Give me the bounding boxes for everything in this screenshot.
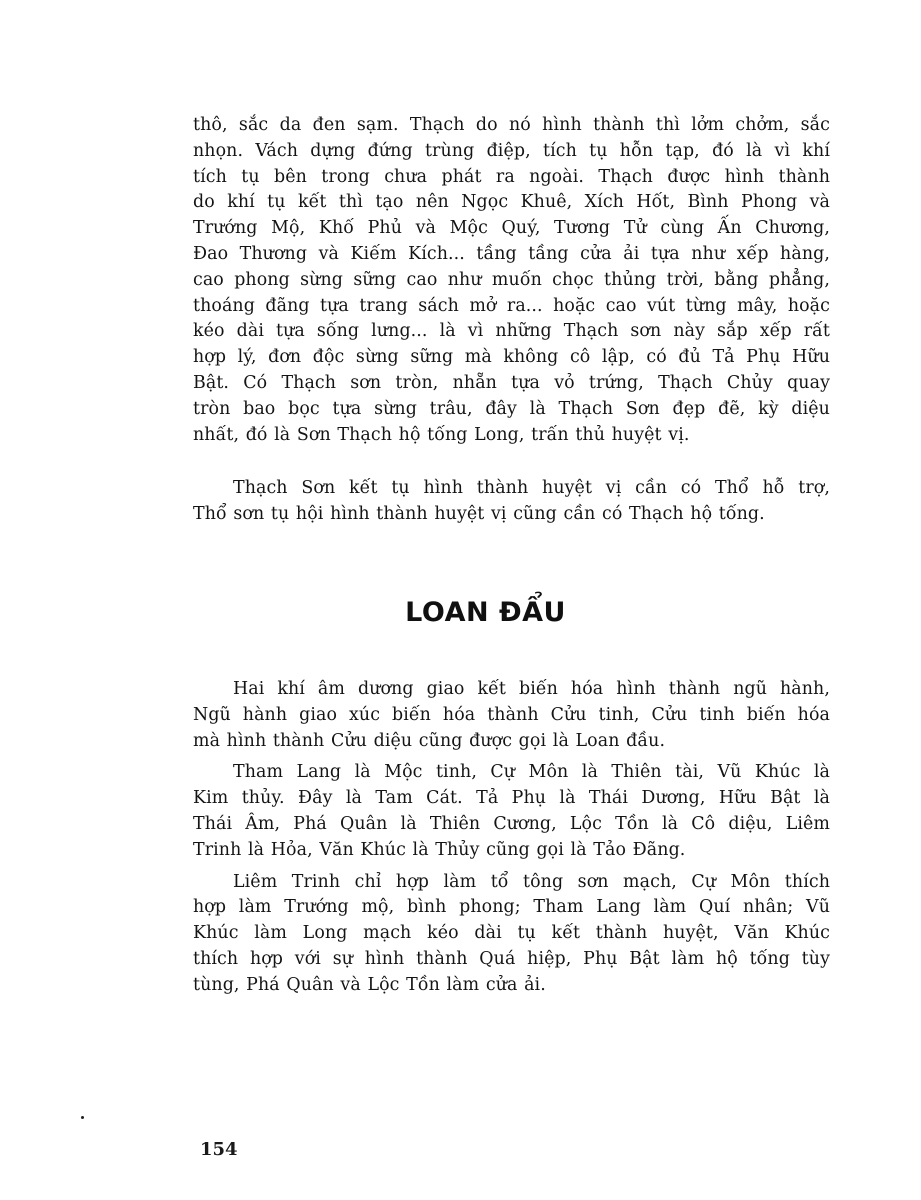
- text-line: nhọn. Vách dựng đứng trùng điệp, tích tụ hỗn tạp, đó là vì khí: [193, 140, 830, 161]
- text-line: thích hợp với sự hình thành Quá hiệp, Phụ Bật làm hộ tống tùy: [193, 948, 830, 969]
- text-line: Đao Thương và Kiếm Kích... tầng tầng cửa ải tựa như xếp hàng,: [193, 243, 830, 264]
- thach-son-paragraph: [193, 476, 830, 528]
- text-line: Hai khí âm dương giao kết biến hóa hình thành ngũ hành,: [233, 679, 830, 699]
- text-line: thoáng đãng tựa trang sách mở ra... hoặc cao vút từng mây, hoặc: [193, 295, 830, 316]
- text-line: Tham Lang là Mộc tinh, Cự Môn là Thiên tài, Vũ Khúc là: [233, 762, 830, 783]
- text-line: Khúc làm Long mạch kéo dài tụ kết thành huyệt, Văn Khúc: [193, 923, 830, 944]
- text-line: Liêm Trinh chỉ hợp làm tổ tông sơn mạch, Cự Môn thích: [233, 871, 830, 892]
- continuation-paragraph: [193, 113, 830, 448]
- text-line: tích tụ bên trong chưa phát ra ngoài. Thạch được hình thành: [193, 166, 830, 187]
- text-line: Trướng Mộ, Khố Phủ và Mộc Quý, Tương Tử cùng Ấn Chương,: [193, 218, 830, 239]
- paragraph: [193, 113, 830, 448]
- text-line: hợp làm Trướng mộ, bình phong; Tham Lang làm Quí nhân; Vũ: [193, 897, 830, 918]
- paragraph: [193, 476, 830, 528]
- text-line: Bật. Có Thạch sơn tròn, nhẵn tựa vỏ trứng, Thạch Chủy quay: [193, 372, 830, 393]
- page-number: 154: [200, 1139, 238, 1160]
- text-line: Thạch Sơn kết tụ hình thành huyệt vị cần có Thổ hỗ trợ,: [233, 478, 830, 498]
- text-line: Thái Âm, Phá Quân là Thiên Cương, Lộc Tồn là Cô diệu, Liêm: [193, 813, 830, 834]
- paragraph: [193, 870, 830, 999]
- paragraph: [193, 760, 830, 863]
- text-line: kéo dài tựa sống lưng... là vì những Thạch sơn này sắp xếp rất: [193, 321, 830, 342]
- text-line: thô, sắc da đen sạm. Thạch do nó hình thành thì lởm chởm, sắc: [193, 115, 830, 135]
- text-line: tròn bao bọc tựa sừng trâu, đây là Thạch Sơn đẹp đẽ, kỳ diệu: [193, 398, 830, 419]
- loan-dau-section-body: [193, 677, 830, 999]
- text-line: tùng, Phá Quân và Lộc Tồn làm cửa ải.: [193, 974, 546, 995]
- text-line: nhất, đó là Sơn Thạch hộ tống Long, trấn thủ huyệt vị.: [193, 424, 690, 445]
- text-line: Ngũ hành giao xúc biến hóa thành Cửu tinh, Cửu tinh biến hóa: [193, 704, 830, 725]
- text-line: hợp lý, đơn độc sừng sững mà không cô lập, có đủ Tả Phụ Hữu: [193, 347, 830, 368]
- scan-speck: [81, 1116, 84, 1119]
- paragraph: [193, 677, 830, 754]
- text-line: Trinh là Hỏa, Văn Khúc là Thủy cũng gọi là Tảo Đãng.: [193, 839, 686, 860]
- text-line: mà hình thành Cửu diệu cũng được gọi là Loan đầu.: [193, 730, 666, 751]
- text-line: Kim thủy. Đây là Tam Cát. Tả Phụ là Thái Dương, Hữu Bật là: [193, 788, 830, 809]
- text-line: do khí tụ kết thì tạo nên Ngọc Khuê, Xích Hốt, Bình Phong và: [193, 192, 830, 213]
- section-heading: LOAN ĐẨU: [405, 597, 566, 628]
- text-line: Thổ sơn tụ hội hình thành huyệt vị cũng cần có Thạch hộ tống.: [193, 503, 765, 524]
- text-line: cao phong sừng sững cao như muốn chọc thủng trời, bằng phẳng,: [193, 269, 830, 290]
